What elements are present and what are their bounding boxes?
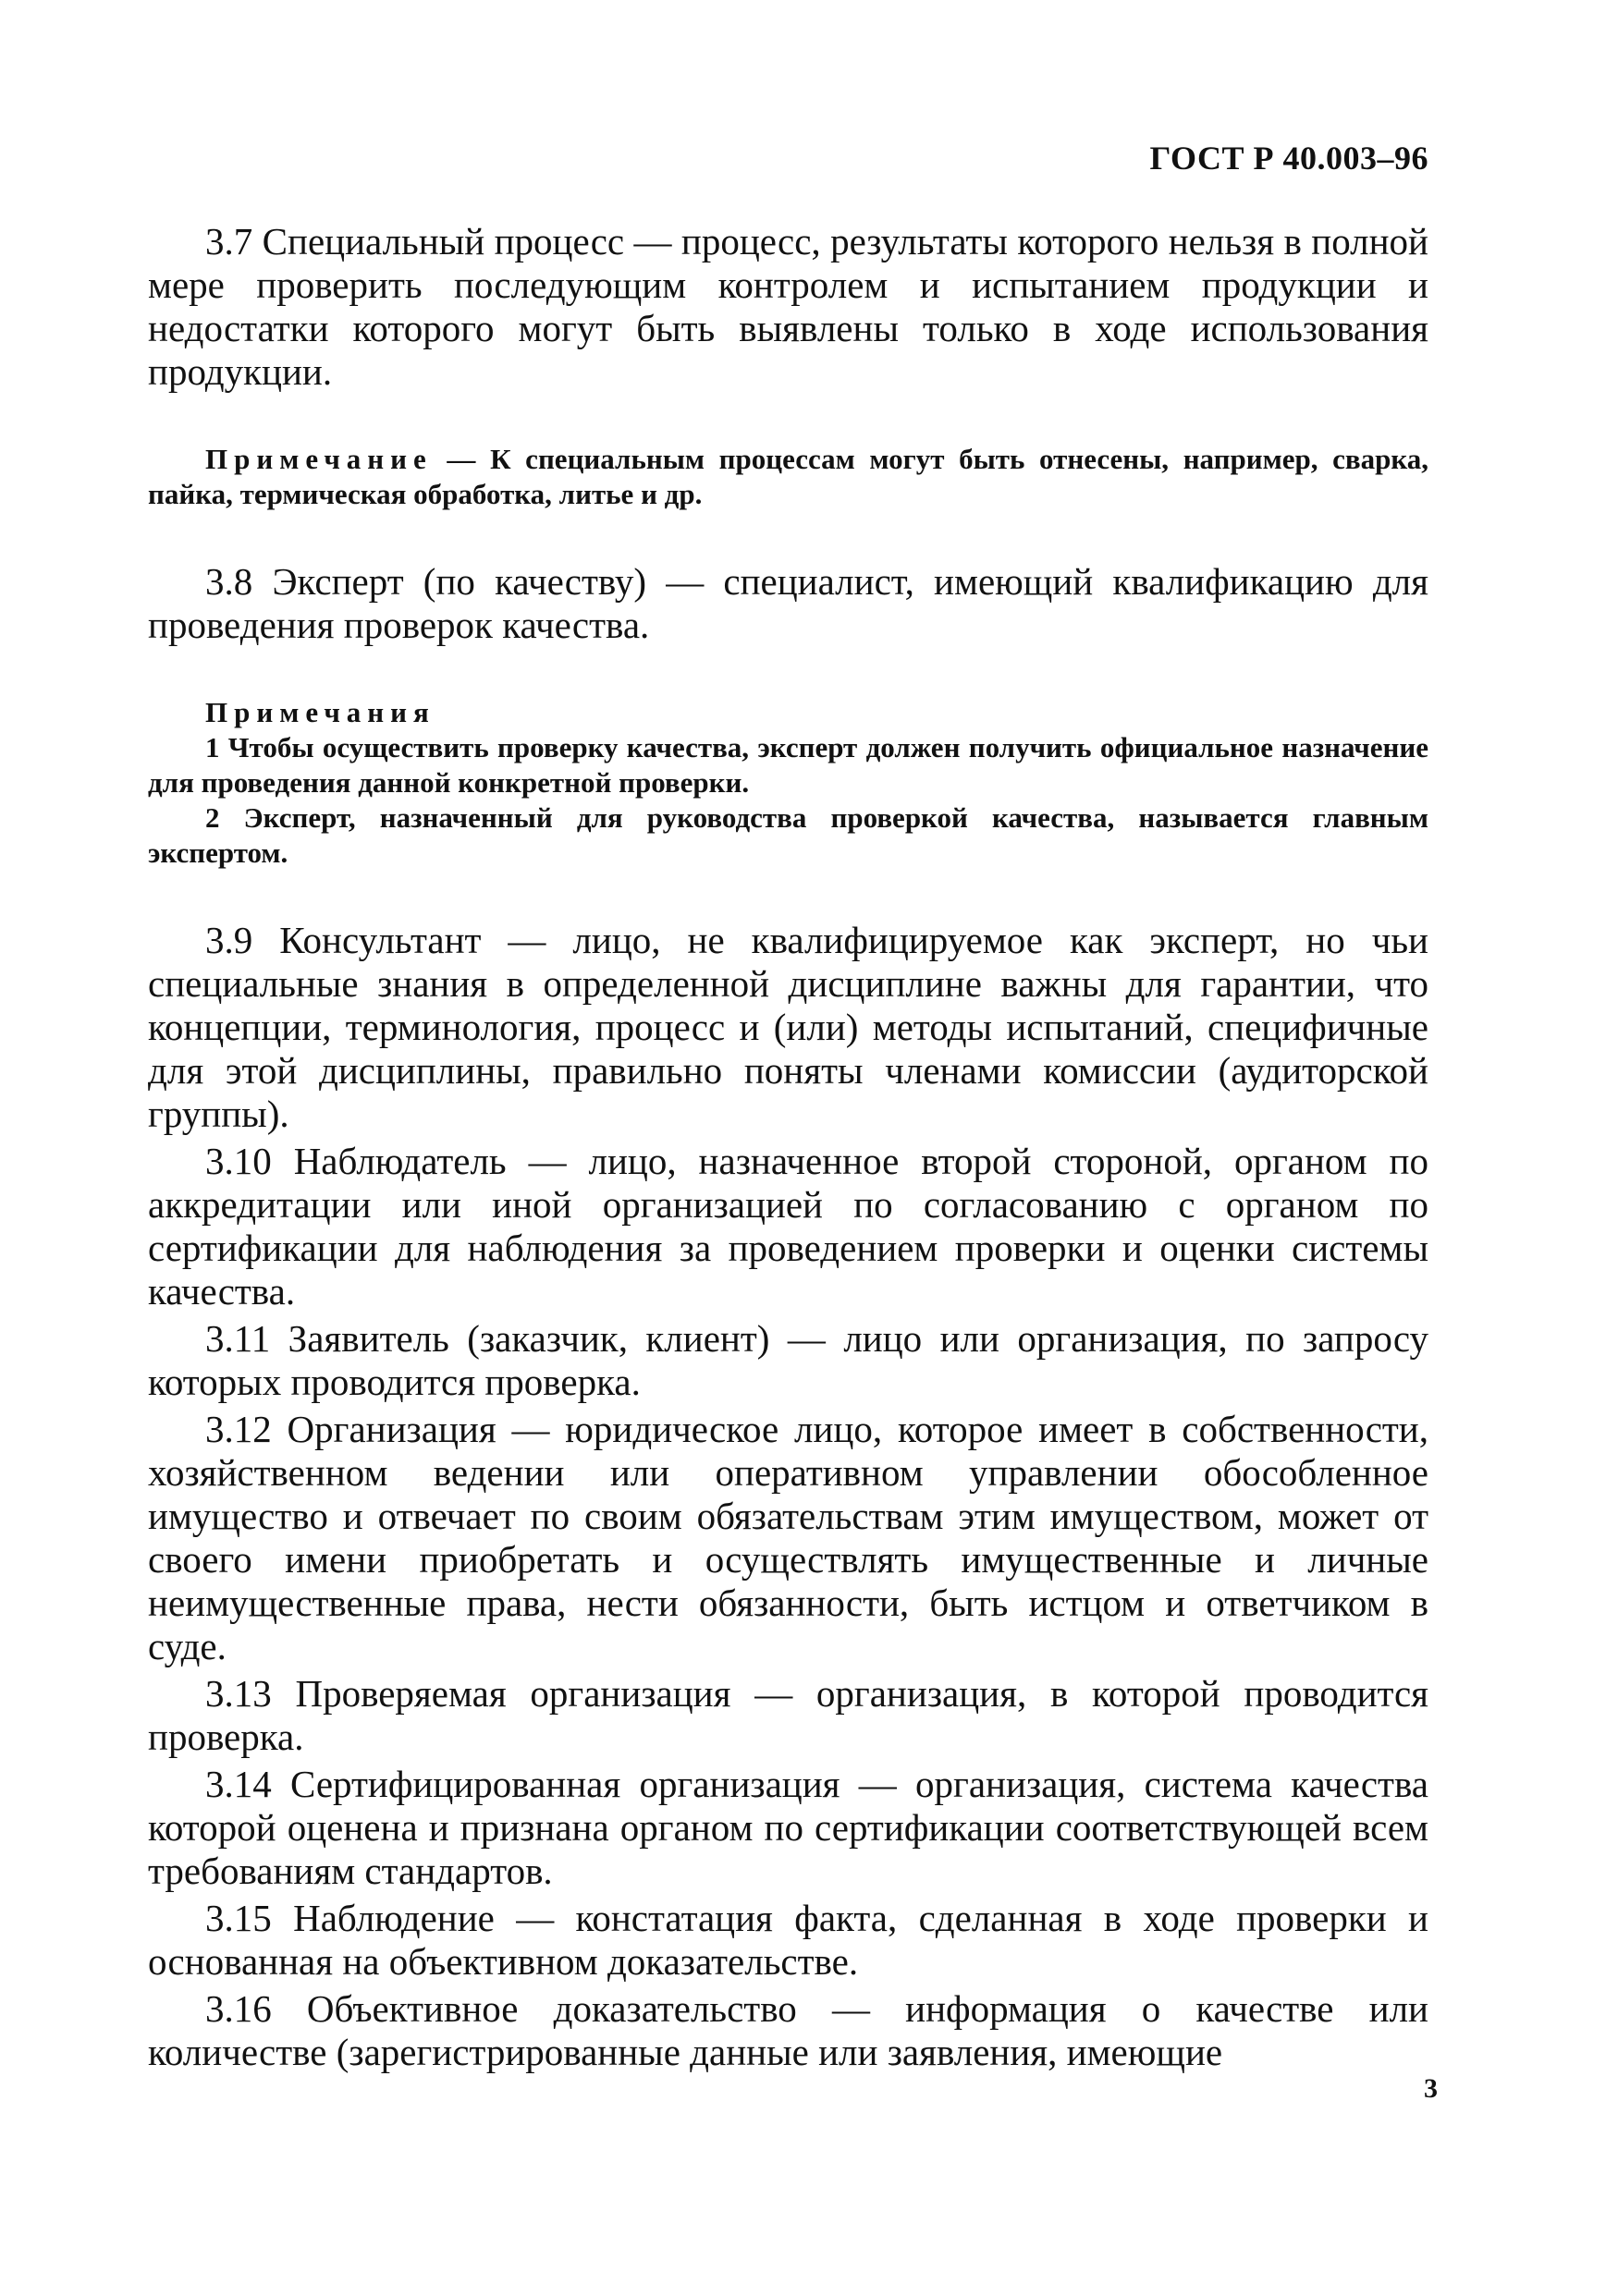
note-3-8-item-2: 2 Эксперт, назначенный для руководства проверкой качества, называется главным экспертом. (148, 801, 1428, 869)
clause-3-10: 3.10 Наблюдатель — лицо, назначенное второй стороной, органом по аккредитации или иной организацией по согласованию с органом по сертификации для наблюдения за проведением проверки и оценки системы качества. (148, 1140, 1428, 1313)
clause-3-14: 3.14 Сертифицированная организация — организация, система качества которой оценена и признана органом по сертификации соответствующей всем требованиям стандартов. (148, 1763, 1428, 1892)
clause-3-8: 3.8 Эксперт (по качеству) — специалист, имеющий квалификацию для проведения проверок качества. (148, 560, 1428, 646)
note-3-7 (148, 442, 1428, 512)
clause-3-13: 3.13 Проверяемая организация — организация, в которой проводится проверка. (148, 1672, 1428, 1758)
page-number: 3 (1424, 2073, 1438, 2104)
clause-3-7: 3.7 Специальный процесс — процесс, результаты которого нельзя в полной мере проверить последующим контролем и испытанием продукции и недостатки которого могут быть выявлены только в ходе использования продукции. (148, 220, 1428, 393)
note-text: — К специальным процессам могут быть отнесены, например, сварка, пайка, термическая обработка, литье и др. (148, 443, 1428, 510)
note-3-8-item-1: 1 Чтобы осуществить проверку качества, эксперт должен получить официальное назначение для проведения данной конкретной проверки. (148, 731, 1428, 799)
notes-label: Примечания (205, 696, 435, 728)
clause-3-12: 3.12 Организация — юридическое лицо, которое имеет в собственности, хозяйственном ведении или оперативном управлении обособленное имущество и отвечает по своим обязательствам этим имуществом, может от своего имени приобретать и осуществлять имущественные и личные неимущественные права, нести обязанности, быть истцом и ответчиком в суде. (148, 1408, 1428, 1667)
page-content (148, 220, 1428, 2074)
note-label: Примечание (205, 443, 433, 475)
standard-code-header: ГОСТ Р 40.003–96 (1149, 140, 1428, 177)
clause-3-16: 3.16 Объективное доказательство — информация о качестве или количестве (зарегистрированные данные или заявления, имеющие (148, 1987, 1428, 2073)
clause-3-15: 3.15 Наблюдение — констатация факта, сделанная в ходе проверки и основанная на объективном доказательстве. (148, 1897, 1428, 1983)
clause-3-11: 3.11 Заявитель (заказчик, клиент) — лицо или организация, по запросу которых проводится проверка. (148, 1317, 1428, 1403)
clause-3-9: 3.9 Консультант — лицо, не квалифицируемое как эксперт, но чьи специальные знания в определенной дисциплине важны для гарантии, что концепции, терминология, процесс и (или) методы испытаний, специфичные для этой дисциплины, правильно поняты членами комиссии (аудиторской группы). (148, 919, 1428, 1135)
